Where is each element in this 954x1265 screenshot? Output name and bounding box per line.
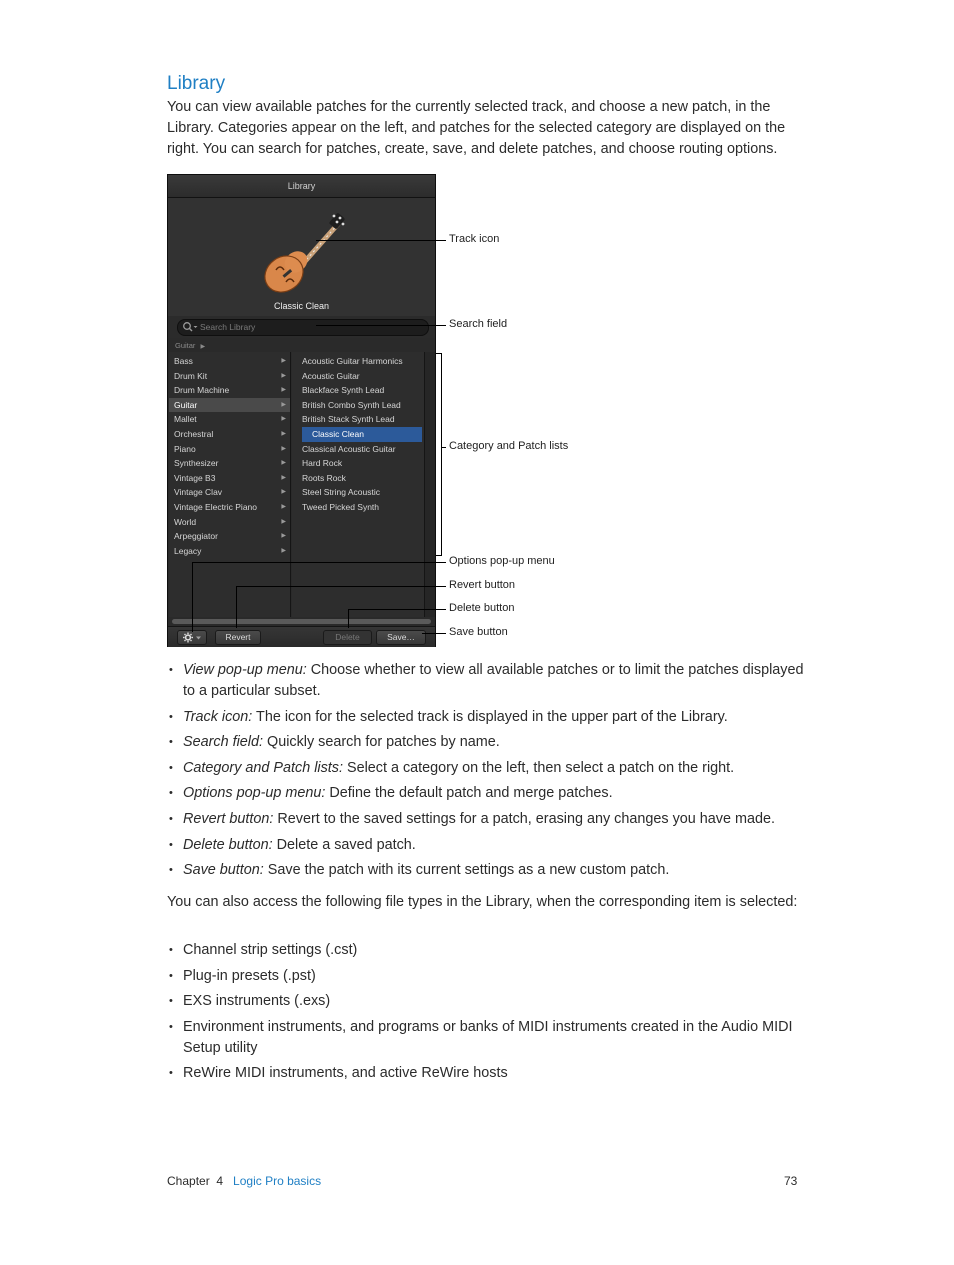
category-label: Mallet	[174, 414, 197, 425]
callout-line-track	[316, 240, 446, 241]
list-item: • ReWire MIDI instruments, and active ReWire hosts	[167, 1063, 807, 1084]
category-item[interactable]	[169, 471, 290, 486]
list-item	[167, 707, 807, 728]
category-label: Bass	[174, 356, 193, 366]
horizontal-scrollbar[interactable]	[172, 619, 431, 624]
callout-revert: Revert button	[449, 579, 516, 591]
callout-search-field: Search field	[449, 318, 508, 330]
list-item	[167, 732, 807, 753]
search-placeholder: Search Library	[200, 322, 256, 332]
category-label: Vintage Clav	[174, 487, 223, 498]
chevron-right-icon: ▶	[281, 430, 286, 437]
library-panel	[167, 174, 436, 647]
category-item[interactable]	[169, 383, 290, 398]
bullet-text: Define the default patch and merge patches.	[325, 785, 613, 802]
callout-track-icon: Track icon	[449, 233, 500, 245]
list-item	[167, 860, 807, 881]
chevron-right-icon: ▶	[281, 445, 286, 452]
chapter-link[interactable]: Logic Pro basics	[233, 1174, 322, 1188]
category-label: Piano	[174, 443, 196, 454]
library-title: Library	[168, 175, 435, 198]
list-item	[167, 758, 807, 779]
track-icon-area	[168, 198, 435, 316]
bullet-term: Save button:	[183, 862, 264, 879]
category-label: Legacy	[174, 545, 202, 556]
chevron-right-icon: ▶	[281, 489, 286, 496]
chevron-right-icon: ▶	[281, 387, 286, 394]
list-item	[167, 783, 807, 804]
chevron-right-icon: ▶	[281, 474, 286, 481]
library-bottom-bar	[168, 626, 435, 647]
category-label: Vintage Electric Piano	[174, 501, 258, 512]
delete-button[interactable]: Delete	[323, 630, 372, 645]
chevron-right-icon: ▶	[281, 358, 286, 364]
page-number: 73	[784, 1174, 798, 1188]
chevron-right-icon: ▶	[281, 533, 286, 540]
file-types-paragraph: You can also access the following file types in the Library, when the corresponding item is selected:	[167, 894, 798, 910]
callout-bracket-bottom	[436, 555, 442, 556]
list-item: • Plug-in presets (.pst)	[167, 966, 807, 987]
bullet-term: Category and Patch lists:	[183, 759, 343, 776]
chevron-right-icon: ▶	[281, 547, 286, 554]
list-item	[167, 835, 807, 856]
intro-paragraph: You can view available patches for the currently selected track, and choose a new patch, in the Library. Categories appear on the left, and patches for the selected category are displayed on the right. You can search for patches, create, save, and delete patches, and choose routing options.	[167, 99, 786, 157]
category-item[interactable]	[169, 427, 290, 442]
category-item[interactable]	[169, 442, 290, 457]
callout-line-delete	[348, 609, 446, 610]
chevron-right-icon: ▶	[281, 372, 286, 379]
callout-options: Options pop-up menu	[449, 555, 555, 567]
patch-item[interactable]: Acoustic Guitar	[302, 370, 360, 381]
chevron-right-icon: ▶	[281, 416, 286, 423]
footer-chapter	[167, 1174, 321, 1188]
bullet-text: Save the patch with its current settings as a new custom patch.	[263, 862, 670, 879]
patch-item[interactable]: Classical Acoustic Guitar	[302, 443, 396, 454]
callout-line-lists	[441, 447, 446, 448]
category-label: Synthesizer	[174, 458, 219, 469]
chevron-right-icon: ▶	[281, 503, 286, 510]
category-label: Arpeggiator	[174, 531, 218, 542]
options-popup-button[interactable]	[177, 630, 207, 645]
chevron-right-icon: ▶	[200, 344, 206, 350]
category-label: Vintage B3	[174, 472, 216, 483]
patch-item[interactable]: Hard Rock	[302, 458, 343, 469]
patch-list	[292, 352, 425, 617]
search-row	[168, 316, 435, 338]
patch-item[interactable]: Classic Clean	[302, 427, 422, 442]
callout-line-delete-v	[348, 609, 349, 628]
bullet-term: Track icon:	[183, 708, 253, 725]
callout-line-options-v	[192, 562, 193, 632]
patch-item[interactable]: Steel String Acoustic	[302, 487, 380, 498]
bullet-term: Options pop-up menu:	[183, 785, 326, 802]
category-item[interactable]	[169, 544, 290, 559]
bullet-text: The icon for the selected track is displayed in the upper part of the Library.	[252, 708, 728, 725]
callout-line-revert	[236, 586, 446, 587]
category-list	[169, 352, 291, 617]
chevron-right-icon: ▶	[281, 401, 286, 408]
save-button[interactable]: Save…	[376, 630, 426, 645]
bullet-term: Delete button:	[183, 836, 273, 853]
category-item[interactable]	[169, 529, 290, 544]
category-item[interactable]	[169, 500, 290, 515]
list-item	[167, 809, 807, 830]
category-label: Drum Kit	[174, 370, 208, 381]
list-item: • Environment instruments, and programs or banks of MIDI instruments created in the Audio MIDI Setup utility	[167, 1017, 807, 1059]
category-item[interactable]	[169, 412, 290, 427]
guitar-icon[interactable]	[260, 212, 350, 297]
chapter-label: Chapter 4	[167, 1174, 224, 1188]
callout-line-save	[422, 633, 446, 634]
callout-delete: Delete button	[449, 602, 515, 614]
bullet-text: Quickly search for patches by name.	[263, 734, 500, 751]
callout-bracket	[441, 353, 442, 555]
section-heading: Library	[167, 73, 226, 94]
list-item: • EXS instruments (.exs)	[167, 991, 807, 1012]
track-patch-name: Classic Clean	[273, 301, 330, 311]
chevron-right-icon: ▶	[281, 460, 286, 467]
patch-item[interactable]: British Stack Synth Lead	[302, 414, 395, 425]
patch-item[interactable]: Roots Rock	[302, 472, 346, 483]
bullet-term: Revert button:	[183, 810, 274, 827]
callout-save: Save button	[449, 626, 508, 638]
category-label: Drum Machine	[174, 385, 230, 396]
category-label: World	[174, 516, 197, 527]
category-item[interactable]	[169, 369, 290, 384]
callout-line-options	[192, 562, 446, 563]
category-label: Guitar	[174, 399, 198, 410]
search-input[interactable]	[177, 319, 429, 336]
patch-item[interactable]: Acoustic Guitar Harmonics	[302, 356, 403, 366]
breadcrumb: Guitar	[175, 341, 196, 350]
callout-lists: Category and Patch lists	[449, 440, 569, 452]
bullet-text: Revert to the saved settings for a patch, erasing any changes you have made.	[273, 810, 775, 827]
category-item[interactable]	[169, 485, 290, 500]
bullet-text: Choose whether to view all available patches or to limit the patches displayed to a particular subset.	[183, 662, 808, 699]
list-item	[167, 660, 807, 702]
list-scrollbar[interactable]	[425, 352, 435, 617]
bullet-term: View pop-up menu:	[183, 662, 307, 678]
callout-line-revert-v	[236, 586, 237, 628]
callout-line-search	[316, 325, 446, 326]
chevron-right-icon: ▶	[281, 518, 286, 525]
file-types-list	[167, 940, 807, 1089]
patch-item[interactable]: British Combo Synth Lead	[302, 399, 401, 410]
category-item[interactable]	[169, 354, 290, 369]
category-item[interactable]	[169, 456, 290, 471]
gear-icon	[182, 632, 202, 643]
patch-item[interactable]: Blackface Synth Lead	[302, 385, 385, 396]
patch-item[interactable]: Tweed Picked Synth	[302, 501, 380, 512]
revert-button[interactable]: Revert	[215, 630, 261, 645]
category-label: Orchestral	[174, 428, 214, 439]
list-item: • Channel strip settings (.cst)	[167, 940, 807, 961]
magnifier-icon	[182, 321, 198, 333]
bullet-text: Select a category on the left, then select a patch on the right.	[342, 759, 735, 776]
category-item[interactable]	[169, 398, 290, 413]
feature-bullet-list	[167, 660, 807, 886]
bullet-text: Delete a saved patch.	[272, 836, 416, 853]
bullet-term: Search field:	[183, 734, 263, 751]
category-item[interactable]	[169, 515, 290, 530]
view-popup-menu[interactable]	[175, 341, 205, 350]
